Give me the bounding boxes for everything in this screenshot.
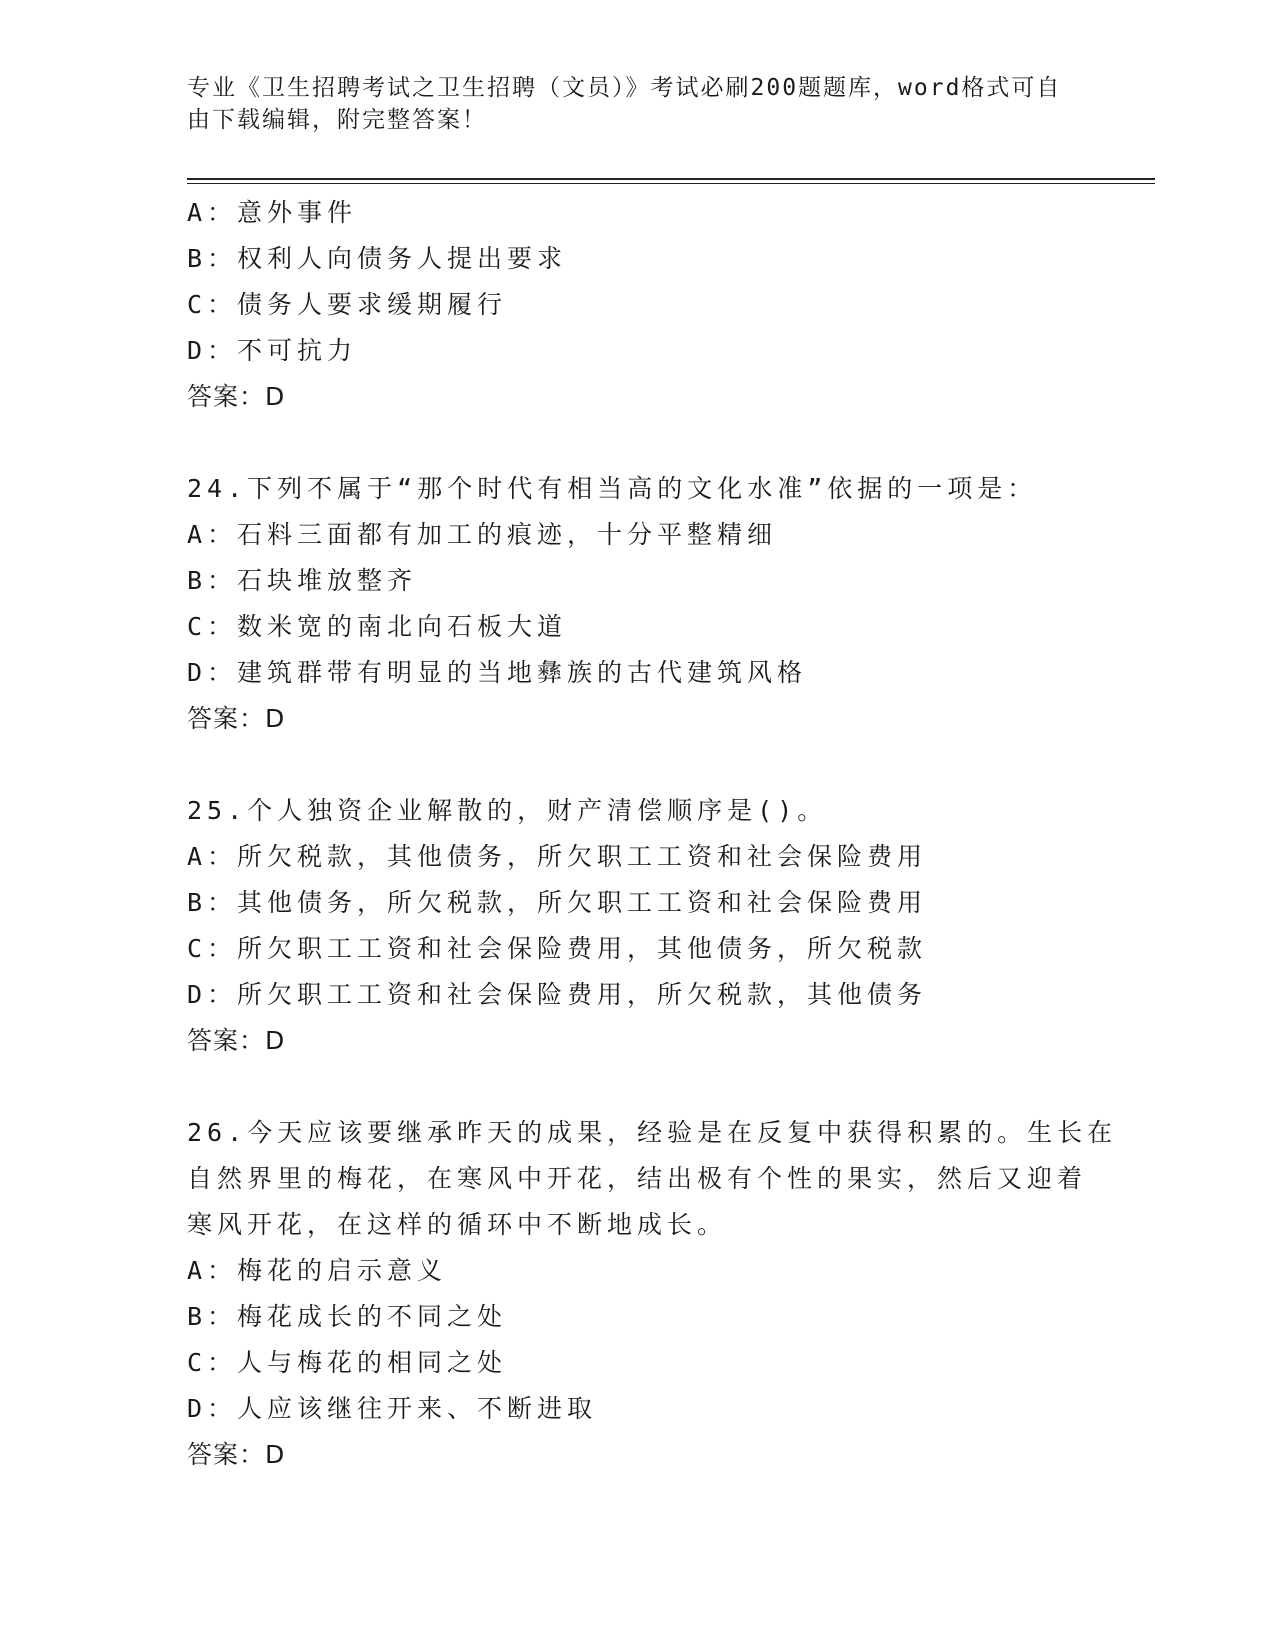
option-b: B：石块堆放整齐 (187, 566, 418, 595)
question-26-block (187, 1110, 1118, 1478)
option-c: C：数米宽的南北向石板大道 (187, 612, 568, 641)
option-a: A：所欠税款，其他债务，所欠职工工资和社会保险费用 (187, 842, 928, 871)
spacer (187, 1064, 1087, 1110)
header-divider-thin (187, 183, 1155, 184)
question-25-block (187, 788, 1087, 1064)
option-a: A：梅花的启示意义 (187, 1256, 448, 1285)
option-d: D：人应该继往开来、不断进取 (187, 1394, 598, 1423)
option-d: D：所欠职工工资和社会保险费用，所欠税款，其他债务 (187, 980, 928, 1009)
question-text-line-3: 寒风开花，在这样的循环中不断地成长。 (187, 1210, 728, 1239)
option-b: B：其他债务，所欠税款，所欠职工工资和社会保险费用 (187, 888, 928, 917)
answer-line: 答案：D (187, 1026, 286, 1055)
question-text-line-2: 自然界里的梅花，在寒风中开花，结出极有个性的果实，然后又迎着 (187, 1164, 1088, 1193)
option-b: B：权利人向债务人提出要求 (187, 244, 568, 273)
option-d: D：建筑群带有明显的当地彝族的古代建筑风格 (187, 658, 808, 687)
question-24-block (187, 466, 1087, 742)
spacer (187, 420, 1087, 466)
answer-line: 答案：D (187, 382, 286, 411)
question-23-block (187, 190, 1087, 420)
option-c: C：所欠职工工资和社会保险费用，其他债务，所欠税款 (187, 934, 928, 963)
option-b: B：梅花成长的不同之处 (187, 1302, 508, 1331)
header-divider-thick (187, 178, 1155, 180)
spacer (187, 742, 1087, 788)
option-d: D：不可抗力 (187, 336, 358, 365)
option-c: C：人与梅花的相同之处 (187, 1348, 508, 1377)
option-c: C：债务人要求缓期履行 (187, 290, 508, 319)
option-a: A：石料三面都有加工的痕迹，十分平整精细 (187, 520, 778, 549)
question-text-line-1: 26.今天应该要继承昨天的成果，经验是在反复中获得积累的。生长在 (187, 1118, 1118, 1147)
question-text: 24.下列不属于“那个时代有相当高的文化水准”依据的一项是： (187, 474, 1038, 503)
question-text: 25.个人独资企业解散的，财产清偿顺序是()。 (187, 796, 828, 825)
answer-line: 答案：D (187, 1440, 286, 1469)
option-a: A：意外事件 (187, 198, 358, 227)
question-list (187, 190, 1118, 1478)
answer-line: 答案：D (187, 704, 286, 733)
document-header: 专业《卫生招聘考试之卫生招聘（文员）》考试必刷200题题库，word格式可自由下载编辑，附完整答案！ (187, 75, 1062, 133)
